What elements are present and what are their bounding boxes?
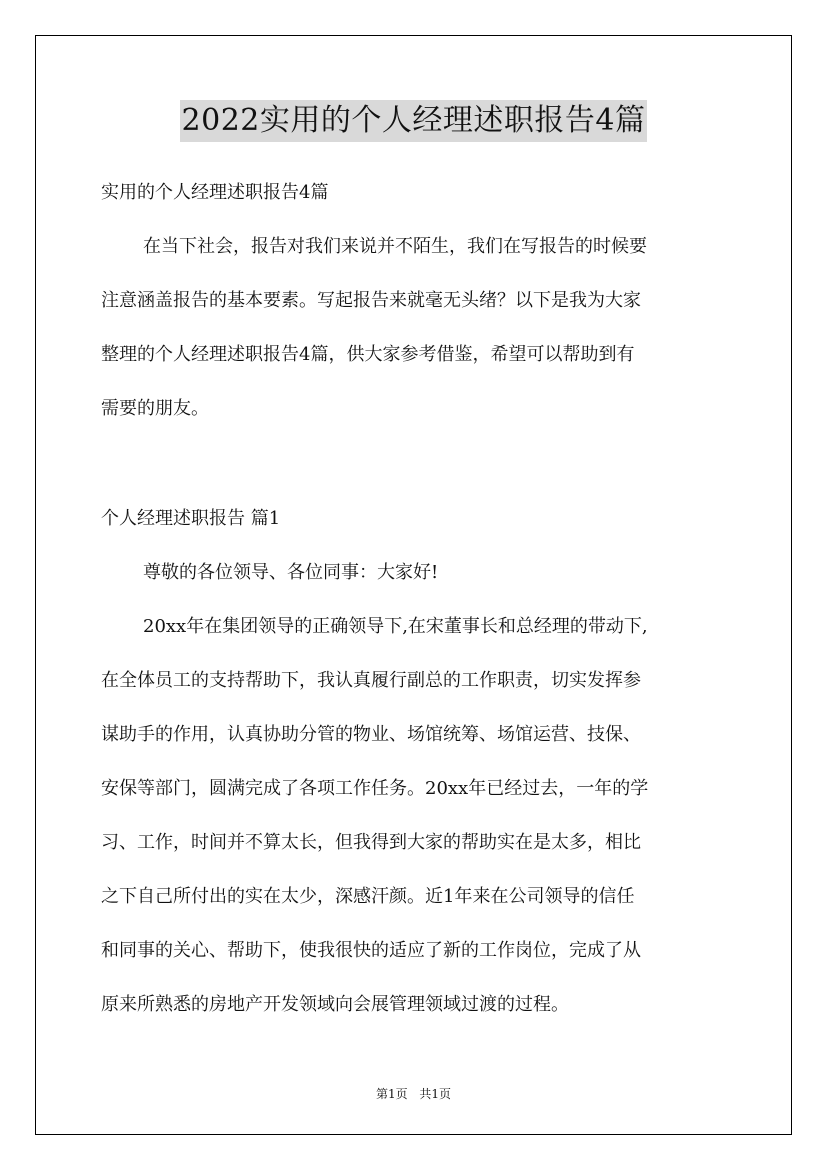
title-container xyxy=(0,100,827,142)
intro-line-1: 在当下社会，报告对我们来说并不陌生，我们在写报告的时候要 xyxy=(143,236,647,257)
body-line-3: 谋助手的作用，认真协助分管的物业、场馆统筹、场馆运营、技保、 xyxy=(101,724,641,745)
greeting-line: 尊敬的各位领导、各位同事：大家好! xyxy=(143,562,439,583)
page-footer xyxy=(0,1085,827,1102)
body-line-1: 20xx年在集团领导的正确领导下,在宋董事长和总经理的带动下, xyxy=(143,616,648,637)
intro-line-3: 整理的个人经理述职报告4篇，供大家参考借鉴，希望可以帮助到有 xyxy=(101,344,635,365)
body-line-6: 之下自己所付出的实在太少，深感汗颜。近1年来在公司领导的信任 xyxy=(101,886,635,907)
intro-line-2: 注意涵盖报告的基本要素。写起报告来就毫无头绪？以下是我为大家 xyxy=(101,290,641,311)
page-number: 第1页 xyxy=(375,1087,408,1101)
body-line-4: 安保等部门，圆满完成了各项工作任务。20xx年已经过去，一年的学 xyxy=(101,778,649,799)
section-heading: 个人经理述职报告 篇1 xyxy=(101,508,281,529)
intro-line-4: 需要的朋友。 xyxy=(101,398,209,419)
body-line-2: 在全体员工的支持帮助下，我认真履行副总的工作职责，切实发挥参 xyxy=(101,670,641,691)
body-line-5: 习、工作，时间并不算太长，但我得到大家的帮助实在是太多，相比 xyxy=(101,832,641,853)
document-title: 2022实用的个人经理述职报告4篇 xyxy=(180,100,648,142)
body-line-7: 和同事的关心、帮助下，使我很快的适应了新的工作岗位，完成了从 xyxy=(101,940,641,961)
page-total: 共1页 xyxy=(419,1087,452,1101)
document-subtitle: 实用的个人经理述职报告4篇 xyxy=(101,182,329,203)
body-line-8: 原来所熟悉的房地产开发领域向会展管理领域过渡的过程。 xyxy=(101,994,569,1015)
